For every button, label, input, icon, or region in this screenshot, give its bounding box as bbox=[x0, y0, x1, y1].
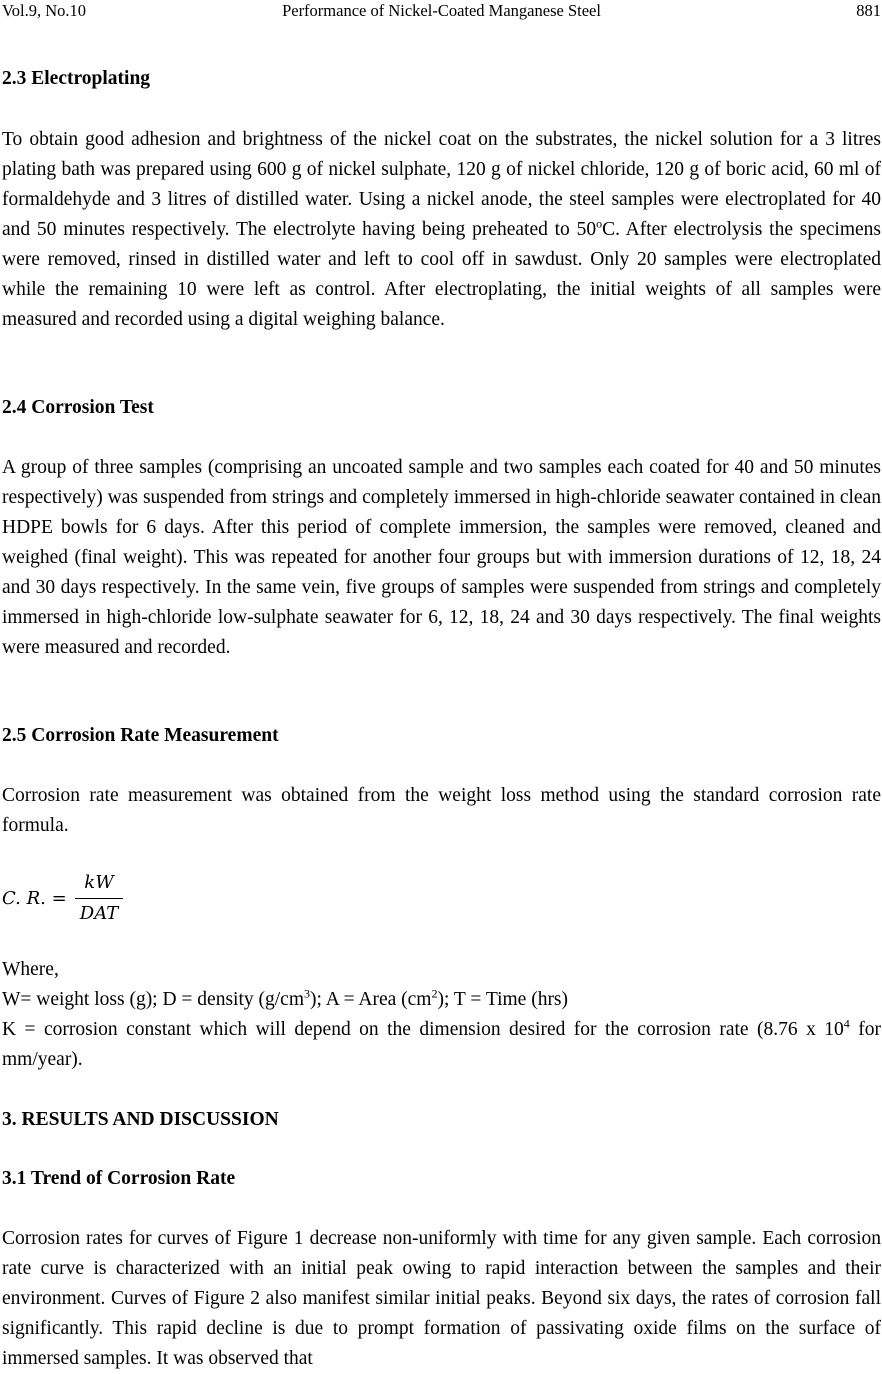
formula-fraction bbox=[75, 868, 123, 929]
paragraph-corrosion-test: A group of three samples (comprising an uncoated sample and two samples each coated for 40 and 50 minutes respectively) was suspended from strings and completely immersed in high-chloride seawater contained in clean HDPE bowls for 6 days. After this period of complete immersion, the samples were removed, cleaned and weighed (final weight). This was repeated for another four groups but with immersion durations of 12, 18, 24 and 30 days respectively. In the same vein, five groups of samples were suspended from strings and completely immersed in high-chloride low-sulphate seawater for 6, 12, 18, 24 and 30 days respectively. The final weights were measured and recorded. bbox=[2, 457, 881, 658]
paragraph-trend-of-corrosion-rate: Corrosion rates for curves of Figure 1 decrease non-uniformly with time for any given sample. Each corrosion rate curve is characterized with an initial peak owing to rapid interaction between the samples and their environment. Curves of Figure 2 also manifest similar initial peaks. Beyond six days, the rates of corrosion fall significantly. This rapid decline is due to prompt formation of passivating oxide films on the surface of immersed samples. It was observed that bbox=[2, 1228, 881, 1369]
formula-lhs: C. R. = bbox=[2, 888, 67, 909]
heading-corrosion-test: 2.4 Corrosion Test bbox=[2, 397, 154, 418]
paragraph-electroplating: To obtain good adhesion and brightness of the nickel coat on the substrates, the nickel solution for a 3 litres plating bath was prepared using 600 g of nickel sulphate, 120 g of nickel chloride, 120 g of boric acid, 60 ml of formaldehyde and 3 litres of distilled water. Using a nickel anode, the steel samples were electroplated for 40 and 50 minutes respectively. The electrolyte having being preheated to 50$^o$C. After electrolysis the specimens were removed, rinsed in distilled water and left to cool off in sawdust. Only 20 samples were electroplated while the remaining 10 were left as control. After electroplating, the initial weights of all samples were measured and recorded using a digital weighing balance. bbox=[2, 129, 881, 330]
constant-definition: K = corrosion constant which will depend on the dimension desired for the corrosion rate (8.76 x $10^4$ for mm/year). bbox=[2, 1016, 881, 1070]
heading-trend-of-corrosion-rate: 3.1 Trend of Corrosion Rate bbox=[2, 1168, 236, 1189]
variable-definitions: W= weight loss (g); D = density $(g/cm^3)$; A = Area $(cm^2)$; T = Time (hrs) bbox=[2, 986, 569, 1010]
paragraph-corrosion-rate-measurement: Corrosion rate measurement was obtained from the weight loss method using the standard corrosion rate formula. bbox=[2, 785, 881, 836]
where-label: Where, bbox=[2, 959, 59, 980]
formula-denominator: DAT bbox=[79, 903, 119, 924]
header-volume: Vol.9, No.10 bbox=[2, 1, 87, 20]
heading-corrosion-rate-measurement: 2.5 Corrosion Rate Measurement bbox=[2, 725, 279, 746]
heading-electroplating: 2.3 Electroplating bbox=[2, 68, 151, 89]
degree-symbol: o bbox=[596, 216, 603, 231]
heading-results-and-discussion: 3. RESULTS AND DISCUSSION bbox=[2, 1109, 279, 1130]
header-page-number: 881 bbox=[856, 1, 881, 20]
page bbox=[2, 0, 881, 1371]
header-title: Performance of Nickel-Coated Manganese Steel bbox=[282, 1, 601, 20]
running-header bbox=[2, 0, 881, 22]
formula-numerator: kW bbox=[84, 872, 114, 893]
